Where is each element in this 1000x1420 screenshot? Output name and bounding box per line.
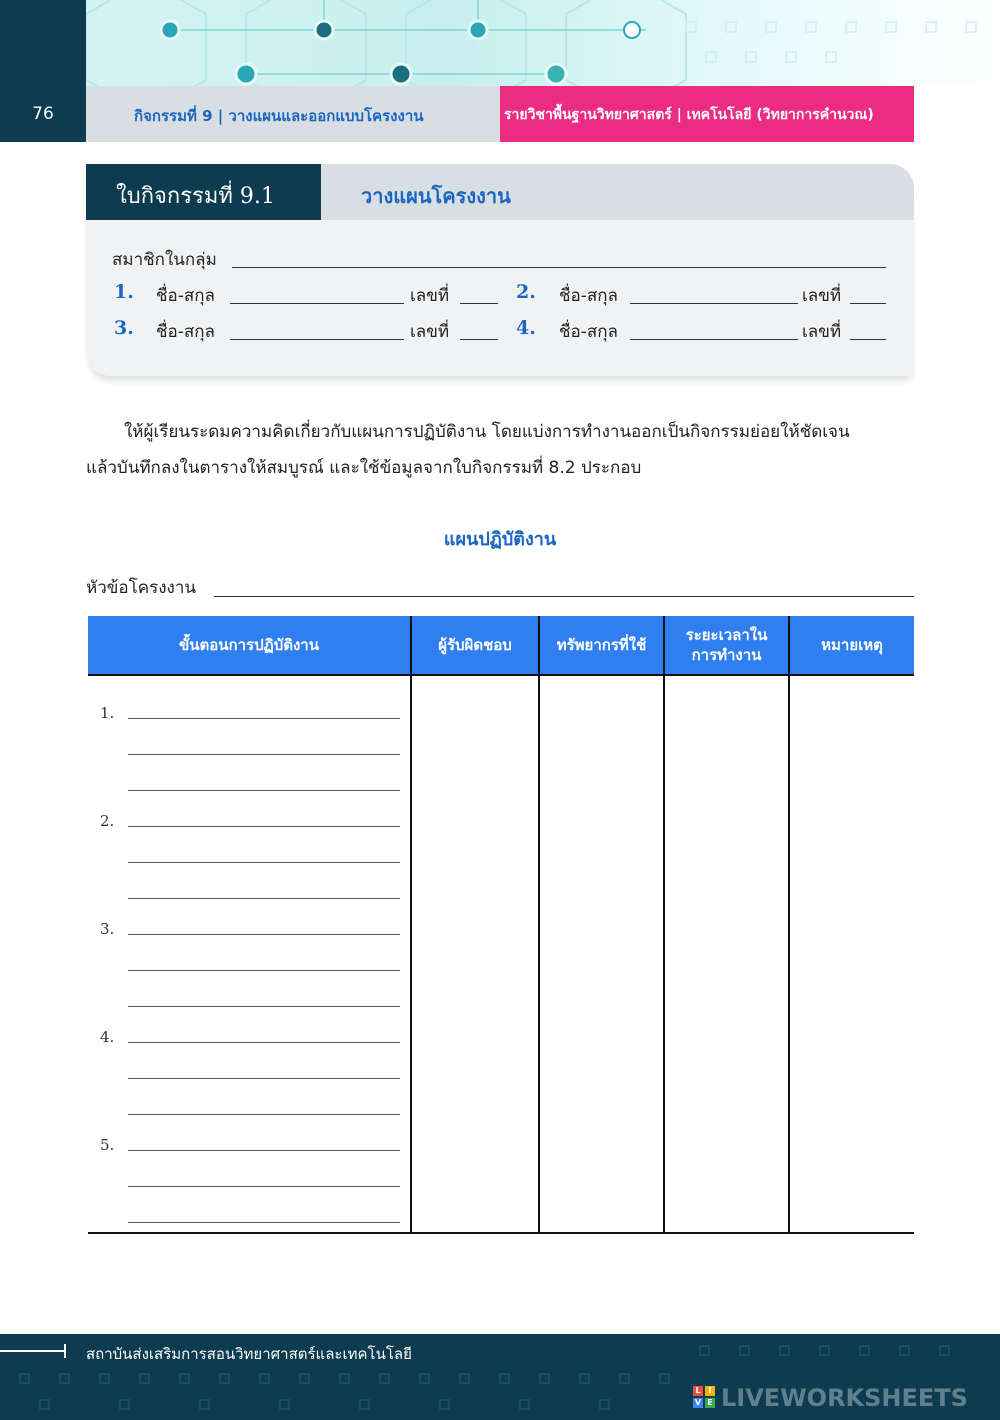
worksheet-label-text: ใบกิจกรรมที่ 9.1: [116, 184, 275, 209]
members-label: สมาชิกในกลุ่ม: [112, 250, 217, 270]
table-bottom-border: [88, 1232, 914, 1234]
step-number: 5.: [100, 1136, 115, 1154]
member-name-label: ชื่อ-สกุล: [559, 286, 618, 306]
member-id-label: เลขที่: [410, 286, 450, 306]
activity-header-text: กิจกรรมที่ 9 | วางแผนและออกแบบโครงงาน: [134, 107, 424, 125]
step-line[interactable]: [128, 1078, 400, 1079]
step-line[interactable]: [128, 862, 400, 863]
step-line[interactable]: [128, 1150, 400, 1151]
activity-header: [86, 86, 500, 142]
members-line[interactable]: [232, 267, 886, 268]
member-name-label: ชื่อ-สกุล: [156, 322, 215, 342]
step-line[interactable]: [128, 970, 400, 971]
topic-line[interactable]: [214, 596, 914, 597]
member-name-line[interactable]: [630, 339, 798, 340]
member-id-line[interactable]: [850, 339, 886, 340]
column-divider: [663, 616, 665, 1234]
member-id-label: เลขที่: [802, 322, 842, 342]
topic-label: หัวข้อโครงงาน: [86, 578, 196, 598]
step-line[interactable]: [128, 1186, 400, 1187]
footer: [0, 1334, 1000, 1420]
hexagon-pattern-graphic: [86, 0, 1000, 86]
member-number: 2.: [516, 281, 536, 303]
plan-table: [88, 616, 914, 1234]
column-header-remarks: หมายเหตุ: [790, 616, 914, 674]
column-divider: [538, 616, 540, 1234]
header-decoration: [86, 0, 1000, 86]
column-header-steps: ขั้นตอนการปฏิบัติงาน: [88, 616, 410, 674]
column-divider: [788, 616, 790, 1234]
plan-title: แผนปฏิบัติงาน: [443, 529, 557, 550]
member-id-label: เลขที่: [410, 322, 450, 342]
member-name-line[interactable]: [230, 339, 404, 340]
logo-letter: E: [705, 1398, 715, 1408]
step-line[interactable]: [128, 1042, 400, 1043]
step-number: 3.: [100, 920, 115, 938]
step-line[interactable]: [128, 754, 400, 755]
instruction-line-1: ให้ผู้เรียนระดมความคิดเกี่ยวกับแผนการปฏิบัติงาน โดยแบ่งการทำงานออกเป็นกิจกรรมย่อยให้ชัดเจน: [124, 422, 850, 442]
step-number: 4.: [100, 1028, 115, 1046]
step-line[interactable]: [128, 1006, 400, 1007]
worksheet-label: [86, 164, 321, 220]
step-line[interactable]: [128, 898, 400, 899]
logo-letter: L: [693, 1386, 703, 1396]
member-number: 3.: [114, 317, 134, 339]
member-name-label: ชื่อ-สกุล: [559, 322, 618, 342]
footer-rule: [0, 1350, 64, 1352]
column-header-duration: ระยะเวลาใน การทำงาน: [665, 616, 788, 674]
member-id-line[interactable]: [850, 303, 886, 304]
worksheet-card: [86, 164, 914, 376]
step-line[interactable]: [128, 934, 400, 935]
column-header-resources: ทรัพยากรที่ใช้: [540, 616, 663, 674]
member-id-label: เลขที่: [802, 286, 842, 306]
logo-letter: I: [705, 1386, 715, 1396]
instruction-line-2: แล้วบันทึกลงในตารางให้สมบูรณ์ และใช้ข้อมูลจากใบกิจกรรมที่ 8.2 ประกอบ: [86, 458, 642, 478]
step-number: 2.: [100, 812, 115, 830]
step-line[interactable]: [128, 826, 400, 827]
footer-institute: สถาบันส่งเสริมการสอนวิทยาศาสตร์และเทคโนโลยี: [86, 1345, 412, 1363]
member-id-line[interactable]: [460, 339, 498, 340]
step-line[interactable]: [128, 718, 400, 719]
member-name-line[interactable]: [630, 303, 798, 304]
table-header-border: [88, 674, 914, 676]
member-name-label: ชื่อ-สกุล: [156, 286, 215, 306]
step-number: 1.: [100, 704, 115, 722]
page-number: 76: [32, 104, 54, 124]
step-line[interactable]: [128, 1222, 400, 1223]
member-number: 1.: [114, 281, 134, 303]
column-divider: [410, 616, 412, 1234]
subject-header-text: รายวิชาพื้นฐานวิทยาศาสตร์ | เทคโนโลยี (วิทยาการคำนวณ): [504, 107, 874, 123]
member-number: 4.: [516, 317, 536, 339]
column-header-responsible: ผู้รับผิดชอบ: [412, 616, 538, 674]
watermark-text: LIVEWORKSHEETS: [721, 1384, 968, 1412]
member-id-line[interactable]: [460, 303, 498, 304]
member-name-line[interactable]: [230, 303, 404, 304]
step-line[interactable]: [128, 790, 400, 791]
subject-header: [500, 86, 914, 142]
footer-tick: [64, 1344, 66, 1358]
liveworksheets-logo: [693, 1384, 993, 1414]
logo-letter: V: [694, 1398, 702, 1407]
step-line[interactable]: [128, 1114, 400, 1115]
worksheet-title: วางแผนโครงงาน: [361, 184, 511, 208]
